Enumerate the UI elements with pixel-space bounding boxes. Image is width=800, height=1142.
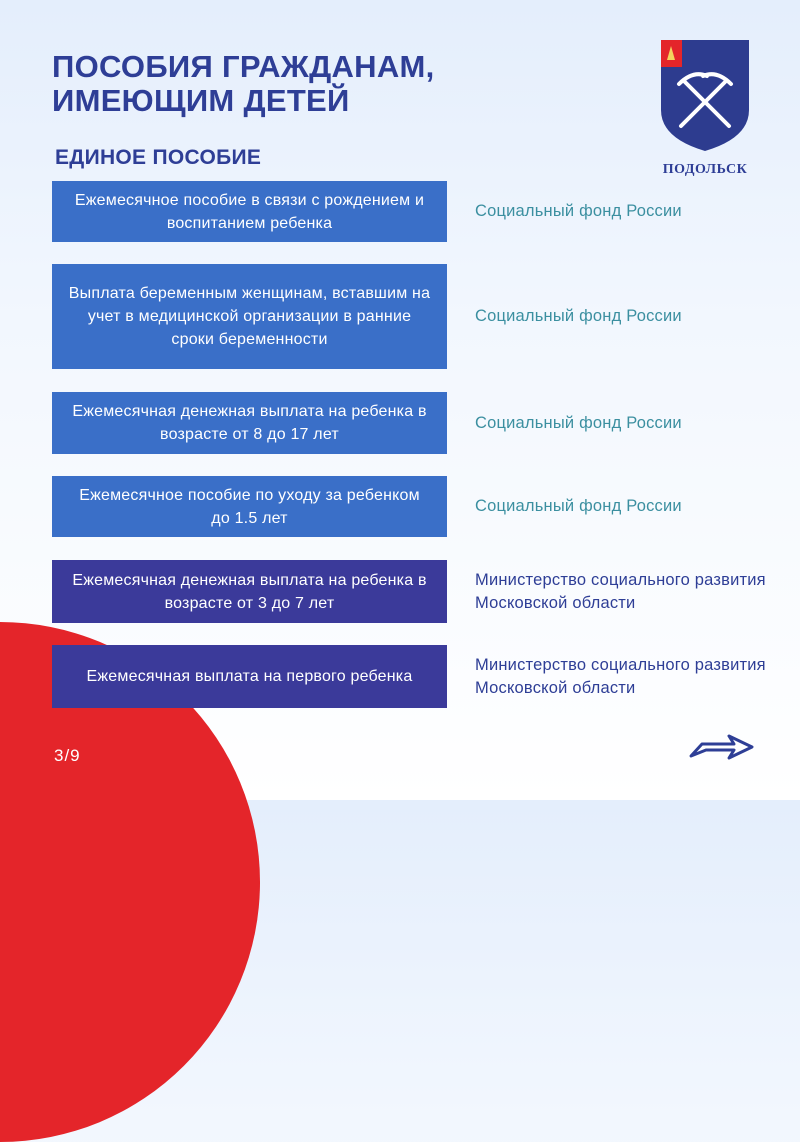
podolsk-coat-of-arms-icon bbox=[659, 38, 751, 153]
page-indicator: 3/9 bbox=[54, 746, 81, 765]
section-subtitle: ЕДИНОЕ ПОСОБИЕ bbox=[55, 146, 262, 169]
page-title bbox=[52, 50, 435, 118]
page-title-line-2: ИМЕЮЩИМ ДЕТЕЙ bbox=[52, 83, 350, 118]
benefit-row-4 bbox=[52, 476, 772, 537]
benefit-box: Выплата беременным женщинам, вставшим на учет в медицинской организации в ранние сроки беременности bbox=[52, 264, 447, 369]
benefit-row-2 bbox=[52, 264, 772, 369]
benefit-box: Ежемесячное пособие в связи с рождением и воспитанием ребенка bbox=[52, 181, 447, 242]
provider-label: Социальный фонд России bbox=[475, 202, 682, 220]
benefit-box: Ежемесячная денежная выплата на ребенка в возрасте от 3 до 7 лет bbox=[52, 560, 447, 623]
benefit-row-6 bbox=[52, 645, 772, 708]
benefit-row-3 bbox=[52, 392, 772, 454]
provider-label: Социальный фонд России bbox=[475, 307, 682, 325]
benefit-box: Ежемесячная денежная выплата на ребенка в возрасте от 8 до 17 лет bbox=[52, 392, 447, 454]
provider-label: Министерство социального развития Московской области bbox=[475, 655, 766, 697]
provider-label: Социальный фонд России bbox=[475, 497, 682, 515]
provider-label: Министерство социального развития Московской области bbox=[475, 570, 766, 612]
provider-label: Социальный фонд России bbox=[475, 413, 682, 432]
benefit-box: Ежемесячное пособие по уходу за ребенком до 1.5 лет bbox=[52, 476, 447, 537]
city-name: ПОДОЛЬСК bbox=[662, 162, 748, 177]
benefit-box: Ежемесячная выплата на первого ребенка bbox=[52, 645, 447, 708]
benefit-row-1 bbox=[52, 181, 772, 242]
next-arrow-icon[interactable] bbox=[688, 730, 756, 766]
benefit-row-5 bbox=[52, 560, 772, 623]
page-title-line-1: ПОСОБИЯ ГРАЖДАНАМ, bbox=[52, 49, 435, 84]
